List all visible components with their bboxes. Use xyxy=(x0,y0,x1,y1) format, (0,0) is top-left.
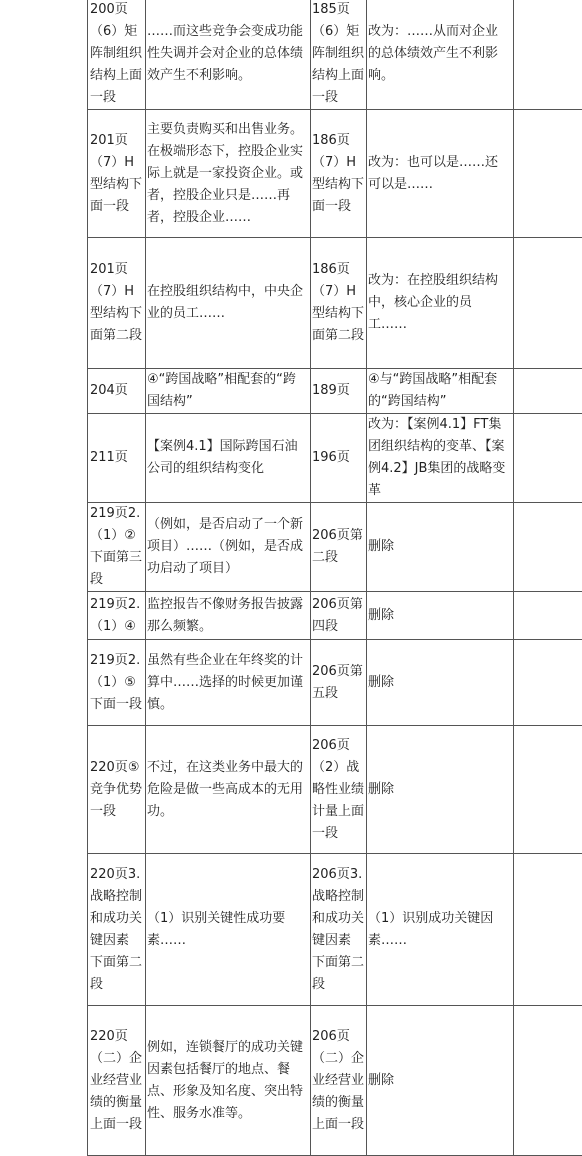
table-row xyxy=(88,0,582,110)
correction-text: 改为：【案例4.1】FT集团组织结构的变革、【案例4.2】JB集团的战略变革 xyxy=(368,417,505,498)
old-location-text: 219页2.（1）②下面第三段 xyxy=(90,506,142,587)
table-row xyxy=(88,592,582,640)
correction-cell xyxy=(367,414,514,503)
note-cell xyxy=(514,414,582,503)
original-text: 例如，连锁餐厅的成功关键因素包括餐厅的地点、餐点、形象及知名度、突出特性、服务水准等。 xyxy=(147,1040,303,1121)
new-location-cell xyxy=(311,503,367,592)
table-row xyxy=(88,238,582,369)
note-cell xyxy=(514,110,582,238)
new-location-text: 185页（6）矩阵制组织结构上面一段 xyxy=(312,2,364,105)
original-text-cell xyxy=(146,503,311,592)
table-row xyxy=(88,369,582,414)
old-location-cell xyxy=(88,0,146,110)
correction-text: ④与“跨国战略”相配套的“跨国结构” xyxy=(368,372,497,409)
note-cell xyxy=(514,369,582,414)
table-row xyxy=(88,640,582,726)
original-text: （例如，是否启动了一个新项目）……（例如，是否成功启动了项目） xyxy=(147,517,303,576)
correction-cell xyxy=(367,592,514,640)
original-text-cell xyxy=(146,1006,311,1156)
old-location-text: 219页2.（1）⑤下面一段 xyxy=(90,653,142,712)
new-location-cell xyxy=(311,0,367,110)
table-row xyxy=(88,1006,582,1156)
original-text-cell xyxy=(146,0,311,110)
correction-text: 改为：在控股组织结构中，核心企业的员工…… xyxy=(368,273,498,332)
old-location-text: 204页 xyxy=(90,383,128,398)
correction-cell xyxy=(367,110,514,238)
old-location-cell xyxy=(88,110,146,238)
new-location-text: 206页第四段 xyxy=(312,597,363,634)
new-location-cell xyxy=(311,110,367,238)
new-location-text: 206页第五段 xyxy=(312,664,363,701)
original-text: ……而这些竞争会变成功能性失调并会对企业的总体绩效产生不利影响。 xyxy=(147,24,303,83)
table-row xyxy=(88,414,582,503)
note-cell xyxy=(514,1006,582,1156)
new-location-text: 206页3.战略控制和成功关键因素 下面第二段 xyxy=(312,867,364,992)
original-text: ④“跨国战略”相配套的“跨国结构” xyxy=(147,372,296,409)
old-location-cell xyxy=(88,503,146,592)
new-location-cell xyxy=(311,726,367,854)
new-location-cell xyxy=(311,854,367,1006)
new-location-text: 206页（二）企业经营业绩的衡量上面一段 xyxy=(312,1029,364,1132)
errata-table-body xyxy=(88,0,582,1156)
correction-cell xyxy=(367,726,514,854)
original-text: 主要负责购买和出售业务。在极端形态下，控股企业实际上就是一家投资企业。或者，控股企业只是……再者，控股企业…… xyxy=(147,122,303,225)
original-text-cell xyxy=(146,238,311,369)
old-location-text: 201页（7）H型结构下面一段 xyxy=(90,133,142,214)
new-location-cell xyxy=(311,414,367,503)
new-location-text: 186页（7）H型结构下面第二段 xyxy=(312,262,364,343)
original-text: 不过，在这类业务中最大的危险是做一些高成本的无用功。 xyxy=(147,760,303,819)
correction-text: 改为：也可以是……还可以是…… xyxy=(368,155,498,192)
original-text-cell xyxy=(146,726,311,854)
correction-cell xyxy=(367,640,514,726)
old-location-text: 201页（7）H型结构下面第二段 xyxy=(90,262,142,343)
note-cell xyxy=(514,854,582,1006)
correction-text: （1）识别成功关键因素…… xyxy=(368,911,493,948)
note-cell xyxy=(514,640,582,726)
original-text: 虽然有些企业在年终奖的计算中……选择的时候更加谨慎。 xyxy=(147,653,303,712)
note-cell xyxy=(514,238,582,369)
correction-text: 删除 xyxy=(368,608,394,623)
old-location-text: 220页⑤竞争优势一段 xyxy=(90,760,142,819)
new-location-cell xyxy=(311,369,367,414)
original-text-cell xyxy=(146,592,311,640)
errata-table xyxy=(87,0,582,1156)
original-text-cell xyxy=(146,369,311,414)
original-text-cell xyxy=(146,640,311,726)
old-location-text: 200页（6）矩阵制组织结构上面一段 xyxy=(90,2,142,105)
correction-text: 删除 xyxy=(368,675,394,690)
correction-cell xyxy=(367,1006,514,1156)
old-location-cell xyxy=(88,726,146,854)
new-location-text: 186页（7）H型结构下面一段 xyxy=(312,133,364,214)
correction-text: 删除 xyxy=(368,1073,394,1088)
note-cell xyxy=(514,592,582,640)
original-text-cell xyxy=(146,414,311,503)
old-location-cell xyxy=(88,640,146,726)
new-location-cell xyxy=(311,1006,367,1156)
original-text-cell xyxy=(146,110,311,238)
new-location-cell xyxy=(311,640,367,726)
correction-text: 删除 xyxy=(368,539,394,554)
old-location-cell xyxy=(88,854,146,1006)
old-location-cell xyxy=(88,414,146,503)
old-location-text: 211页 xyxy=(90,450,128,465)
new-location-text: 189页 xyxy=(312,383,350,398)
new-location-cell xyxy=(311,592,367,640)
original-text-cell xyxy=(146,854,311,1006)
original-text: 【案例4.1】国际跨国石油公司的组织结构变化 xyxy=(147,439,298,476)
correction-cell xyxy=(367,503,514,592)
old-location-text: 220页3.战略控制和成功关键因素 下面第二段 xyxy=(90,867,142,992)
new-location-cell xyxy=(311,238,367,369)
table-row xyxy=(88,110,582,238)
old-location-cell xyxy=(88,369,146,414)
correction-cell xyxy=(367,854,514,1006)
old-location-text: 220页（二）企业经营业绩的衡量上面一段 xyxy=(90,1029,142,1132)
correction-text: 改为：……从而对企业的总体绩效产生不利影响。 xyxy=(368,24,498,83)
table-row xyxy=(88,503,582,592)
old-location-cell xyxy=(88,1006,146,1156)
table-row xyxy=(88,854,582,1006)
correction-text: 删除 xyxy=(368,782,394,797)
old-location-text: 219页2.（1）④ xyxy=(90,597,140,634)
note-cell xyxy=(514,503,582,592)
table-row xyxy=(88,726,582,854)
original-text: （1）识别关键性成功要素…… xyxy=(147,911,285,948)
original-text: 在控股组织结构中，中央企业的员工…… xyxy=(147,284,303,321)
old-location-cell xyxy=(88,592,146,640)
old-location-cell xyxy=(88,238,146,369)
new-location-text: 206页第二段 xyxy=(312,528,363,565)
correction-cell xyxy=(367,238,514,369)
correction-cell xyxy=(367,369,514,414)
note-cell xyxy=(514,0,582,110)
new-location-text: 206页（2）战略性业绩计量上面一段 xyxy=(312,738,364,841)
note-cell xyxy=(514,726,582,854)
correction-cell xyxy=(367,0,514,110)
new-location-text: 196页 xyxy=(312,450,350,465)
original-text: 监控报告不像财务报告披露那么频繁。 xyxy=(147,597,303,634)
